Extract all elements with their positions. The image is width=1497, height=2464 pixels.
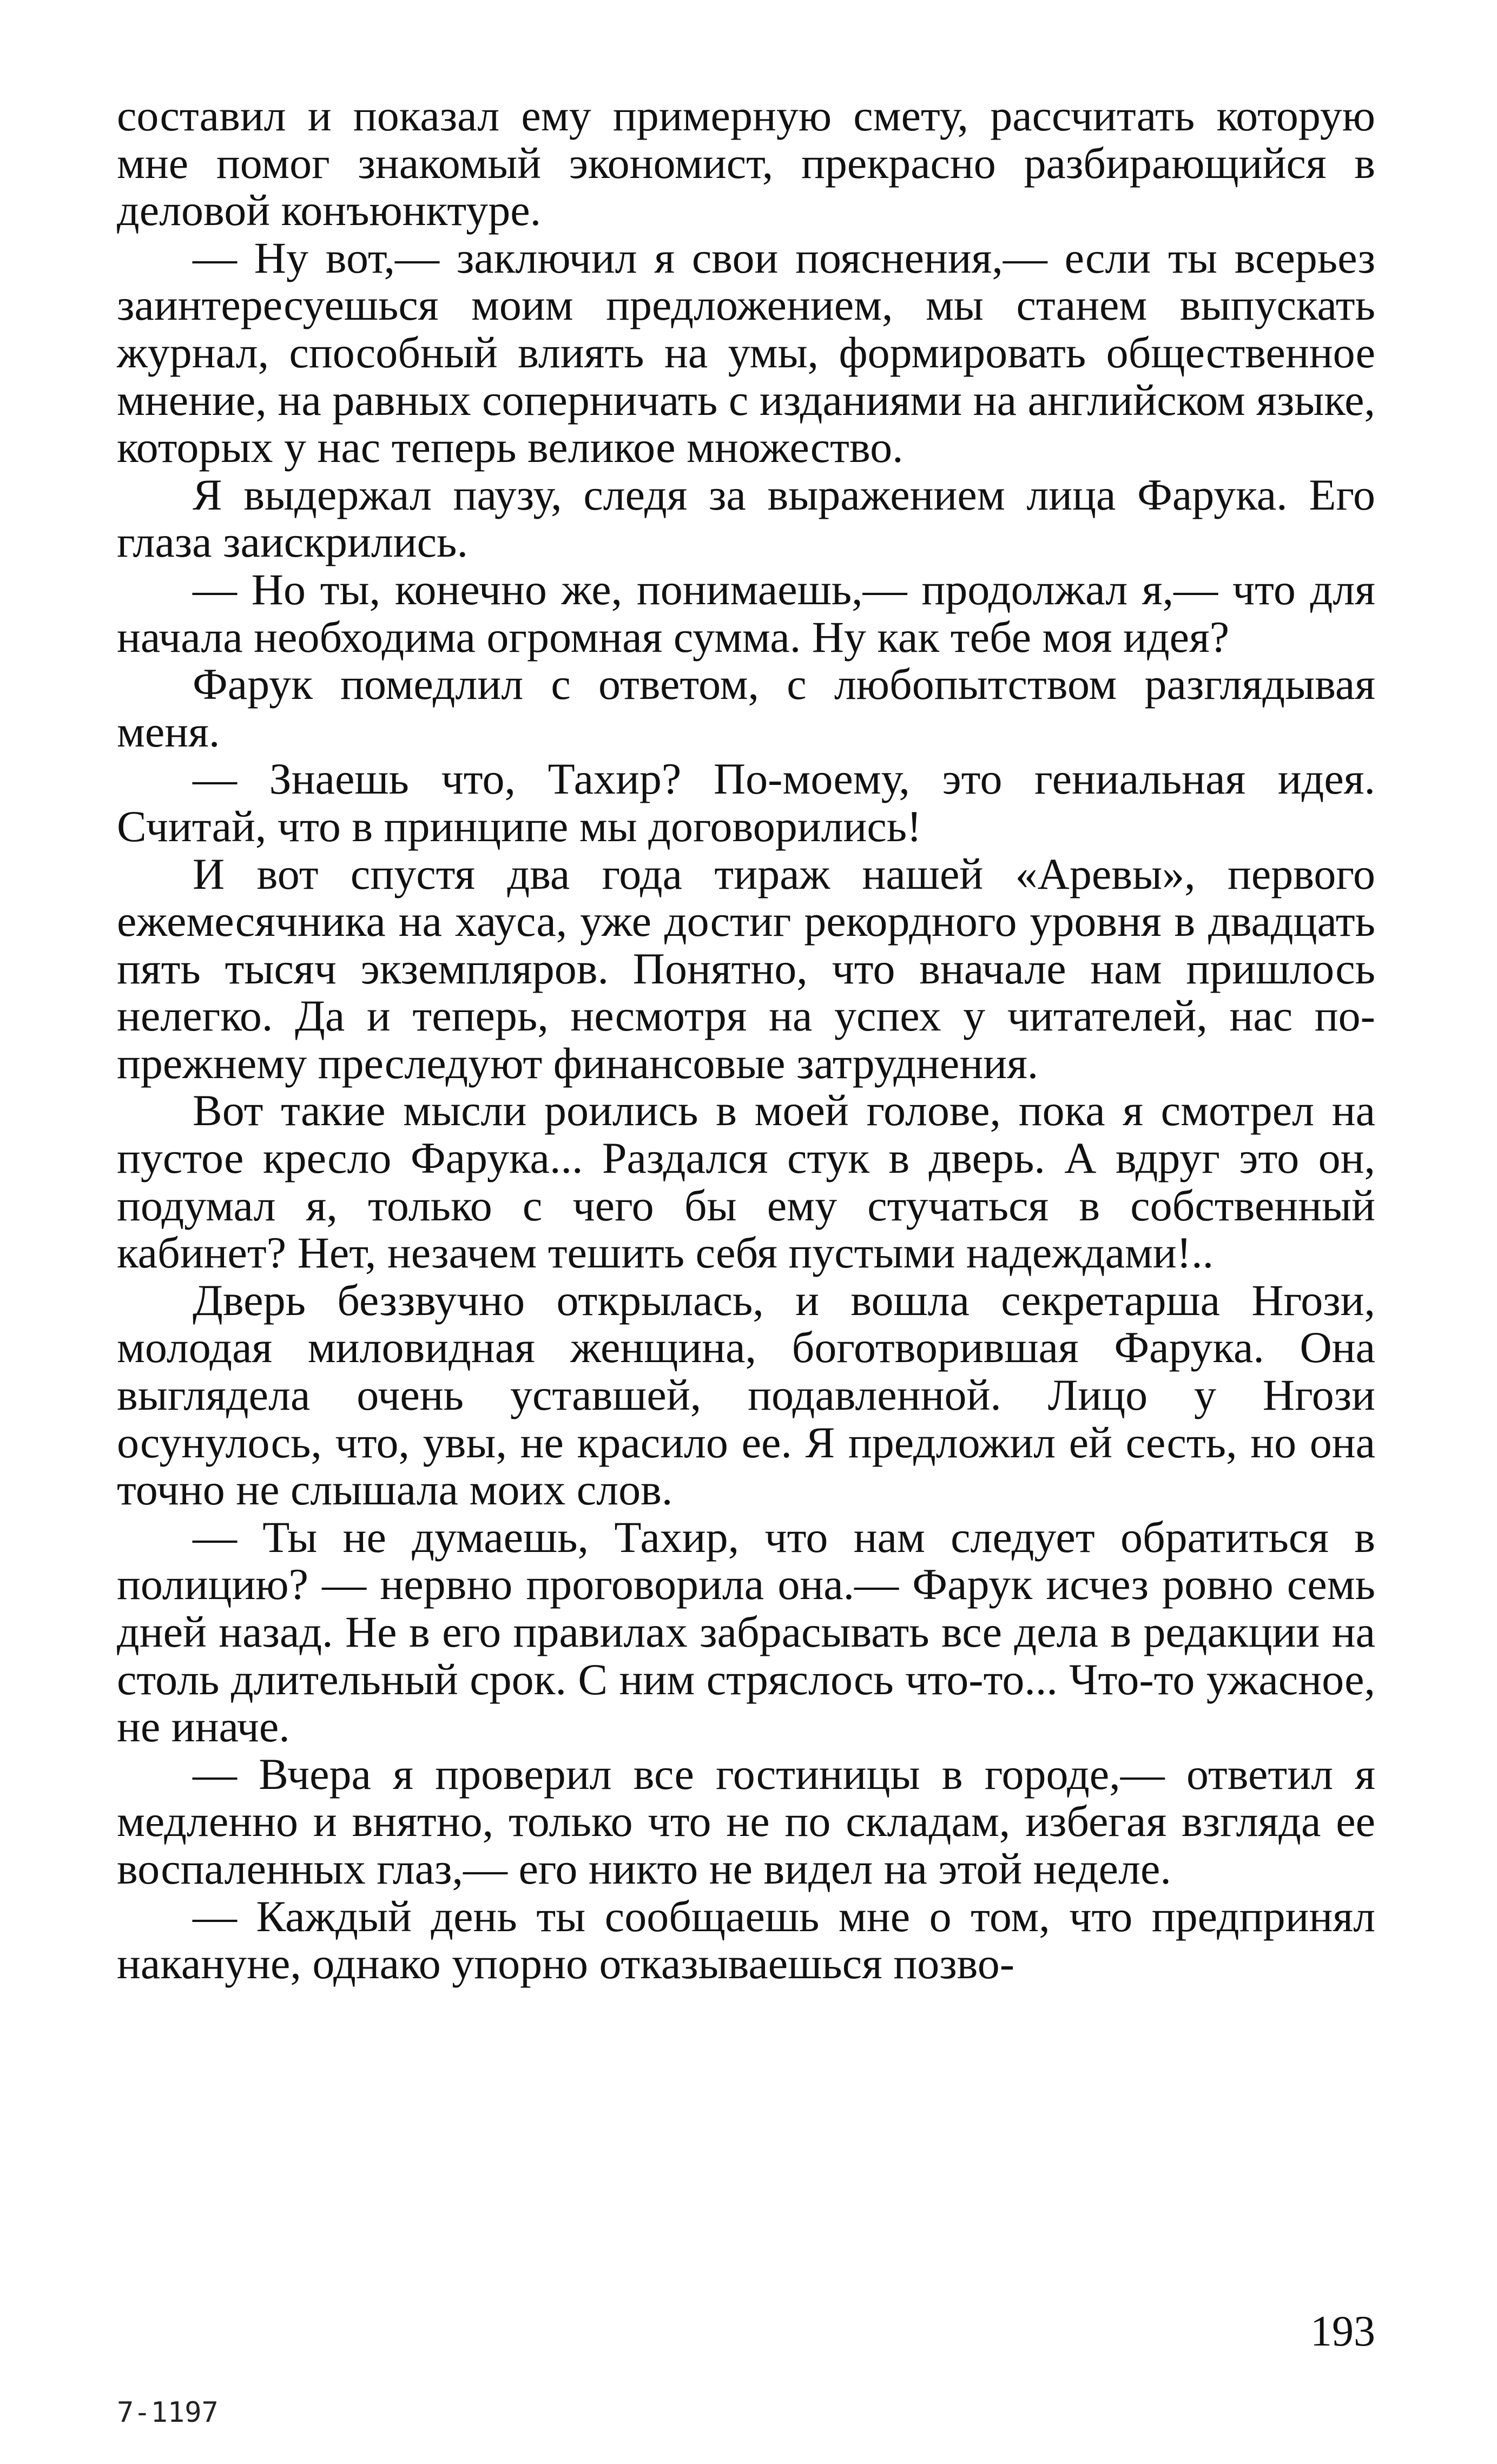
page-body [117, 92, 1375, 1987]
paragraph-9: Дверь беззвучно открылась, и вошла секретарша Нгози, молодая миловидная женщина, боготворившая Фарука. Она выглядела очень уставшей, подавленной. Лицо у Нгози осунулось, что, увы, не красило ее. Я предложил ей сесть, но она точно не слышала моих слов. [117, 1275, 1375, 1515]
printer-signature-mark: 7-1197 [117, 2396, 219, 2429]
paragraph-3: Я выдержал паузу, следя за выражением лица Фарука. Его глаза заискрились. [117, 470, 1375, 567]
paragraph-6: — Знаешь что, Тахир? По-моему, это гениальная идея. Считай, что в принципе мы договорились! [117, 754, 1375, 851]
paragraph-5: Фарук помедлил с ответом, с любопытством разглядывая меня. [117, 659, 1375, 756]
paragraph-2: — Ну вот,— заключил я свои пояснения,— если ты всерьез заинтересуешься моим предложением, мы станем выпускать журнал, способный влиять на умы, формировать общественное мнение, на равных соперничать с изданиями на английском языке, которых у нас теперь великое множество. [117, 233, 1375, 472]
page-number: 193 [1310, 2308, 1375, 2355]
paragraph-12: — Каждый день ты сообщаешь мне о том, что предпринял накануне, однако упорно отказываешься позво- [117, 1891, 1375, 1989]
paragraph-7: И вот спустя два года тираж нашей «Аревы», первого ежемесячника на хауса, уже достиг рекордного уровня в двадцать пять тысяч экземпляров. Понятно, что вначале нам пришлось нелегко. Да и теперь, несмотря на успех у читателей, нас по-прежнему преследуют финансовые затруднения. [117, 849, 1375, 1088]
paragraph-4: — Но ты, конечно же, понимаешь,— продолжал я,— что для начала необходима огромная сумма. Ну как тебе моя идея? [117, 564, 1375, 662]
paragraph-8: Вот такие мысли роились в моей голове, пока я смотрел на пустое кресло Фарука... Раздался стук в дверь. А вдруг это он, подумал я, только с чего бы ему стучаться в собственный кабинет? Нет, незачем тешить себя пустыми надеждами!.. [117, 1086, 1375, 1278]
paragraph-11: — Вчера я проверил все гостиницы в городе,— ответил я медленно и внятно, только что не по складам, избегая взгляда ее воспаленных глаз,— его никто не видел на этой неделе. [117, 1749, 1375, 1893]
paragraph-10: — Ты не думаешь, Тахир, что нам следует обратиться в полицию? — нервно проговорила она.— Фарук исчез ровно семь дней назад. Не в его правилах забрасывать все дела в редакции на столь длительный срок. С ним стряслось что-то... Что-то ужасное, не иначе. [117, 1512, 1375, 1752]
paragraph-1: составил и показал ему примерную смету, рассчитать которую мне помог знакомый экономист, прекрасно разбирающийся в деловой конъюнктуре. [117, 91, 1375, 235]
